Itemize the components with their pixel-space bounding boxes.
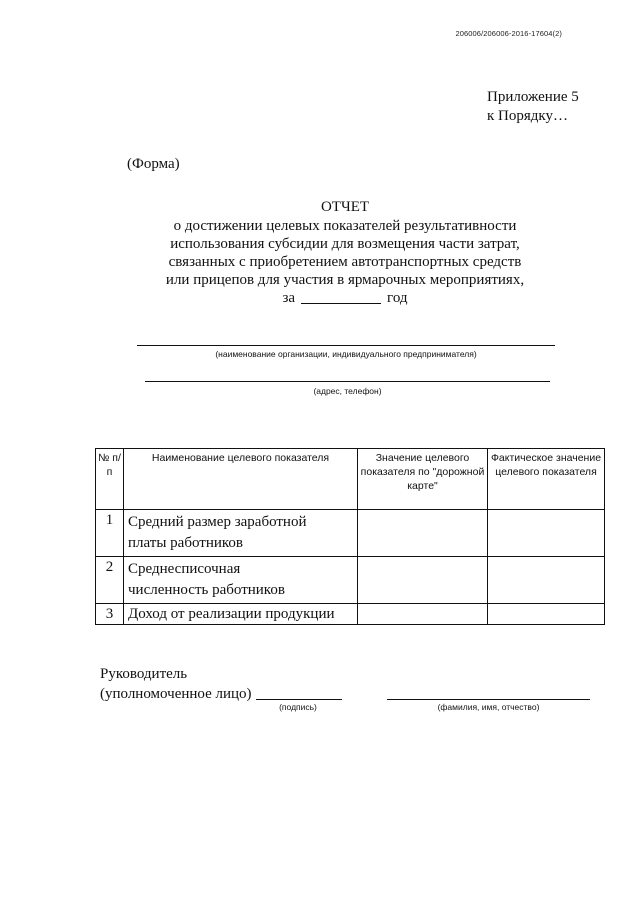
organization-name-line[interactable] — [137, 345, 555, 346]
row-indicator-line: Доход от реализации продукции — [128, 606, 335, 622]
document-id: 206006/206006-2016-17604(2) — [455, 29, 562, 38]
full-name-line[interactable] — [387, 699, 590, 700]
row-indicator-name — [124, 557, 358, 604]
head-subtitle-line — [100, 684, 342, 704]
appendix-line-1: Приложение 5 — [487, 89, 579, 105]
signature-block — [100, 664, 342, 704]
table-header-row — [96, 449, 605, 510]
year-blank-field[interactable] — [301, 289, 381, 304]
address-caption: (адрес, телефон) — [313, 386, 382, 396]
row-fact-cell[interactable] — [488, 557, 605, 604]
report-title-line: связанных с приобретением автотранспортных средств — [168, 254, 522, 270]
row-number: 2 — [96, 557, 124, 604]
full-name-caption: (фамилия, имя, отчество) — [437, 702, 540, 712]
header-indicator-name: Наименование целевого показателя — [124, 449, 358, 510]
header-number: № п/п — [96, 449, 124, 510]
row-indicator-line: платы работников — [128, 535, 243, 551]
signature-field[interactable] — [256, 685, 342, 700]
header-fact-value: Фактическое значение целевого показателя — [488, 449, 605, 510]
row-indicator-name — [124, 510, 358, 557]
appendix-reference — [487, 88, 579, 126]
form-label: (Форма) — [127, 156, 180, 172]
row-number: 3 — [96, 604, 124, 625]
year-suffix: год — [387, 290, 408, 306]
row-fact-cell[interactable] — [488, 510, 605, 557]
row-indicator-line: Средний размер заработной — [128, 514, 307, 530]
row-number: 1 — [96, 510, 124, 557]
table-row — [96, 604, 605, 625]
row-indicator-line: численность работников — [128, 582, 285, 598]
indicators-table — [95, 448, 605, 625]
report-year-line — [282, 289, 407, 307]
report-title-main: ОТЧЕТ — [320, 199, 370, 215]
head-subtitle: (уполномоченное лицо) — [100, 686, 252, 702]
row-indicator-name — [124, 604, 358, 625]
header-plan-value: Значение целевого показателя по "дорожной карте" — [358, 449, 488, 510]
row-fact-cell[interactable] — [488, 604, 605, 625]
row-indicator-line: Среднесписочная — [128, 561, 241, 577]
report-title — [150, 198, 540, 307]
row-plan-cell[interactable] — [358, 557, 488, 604]
table-row — [96, 510, 605, 557]
row-plan-cell[interactable] — [358, 604, 488, 625]
report-title-line: или прицепов для участия в ярмарочных мероприятиях, — [165, 272, 525, 288]
row-plan-cell[interactable] — [358, 510, 488, 557]
year-prefix: за — [282, 290, 296, 306]
head-title: Руководитель — [100, 666, 188, 682]
report-title-line: использования субсидии для возмещения части затрат, — [170, 236, 520, 252]
report-title-line: о достижении целевых показателей результативности — [173, 218, 517, 234]
organization-name-caption: (наименование организации, индивидуального предпринимателя) — [215, 349, 477, 359]
appendix-line-2: к Порядку… — [487, 108, 568, 124]
signature-caption: (подпись) — [279, 702, 317, 712]
table-row — [96, 557, 605, 604]
address-line[interactable] — [145, 381, 550, 382]
